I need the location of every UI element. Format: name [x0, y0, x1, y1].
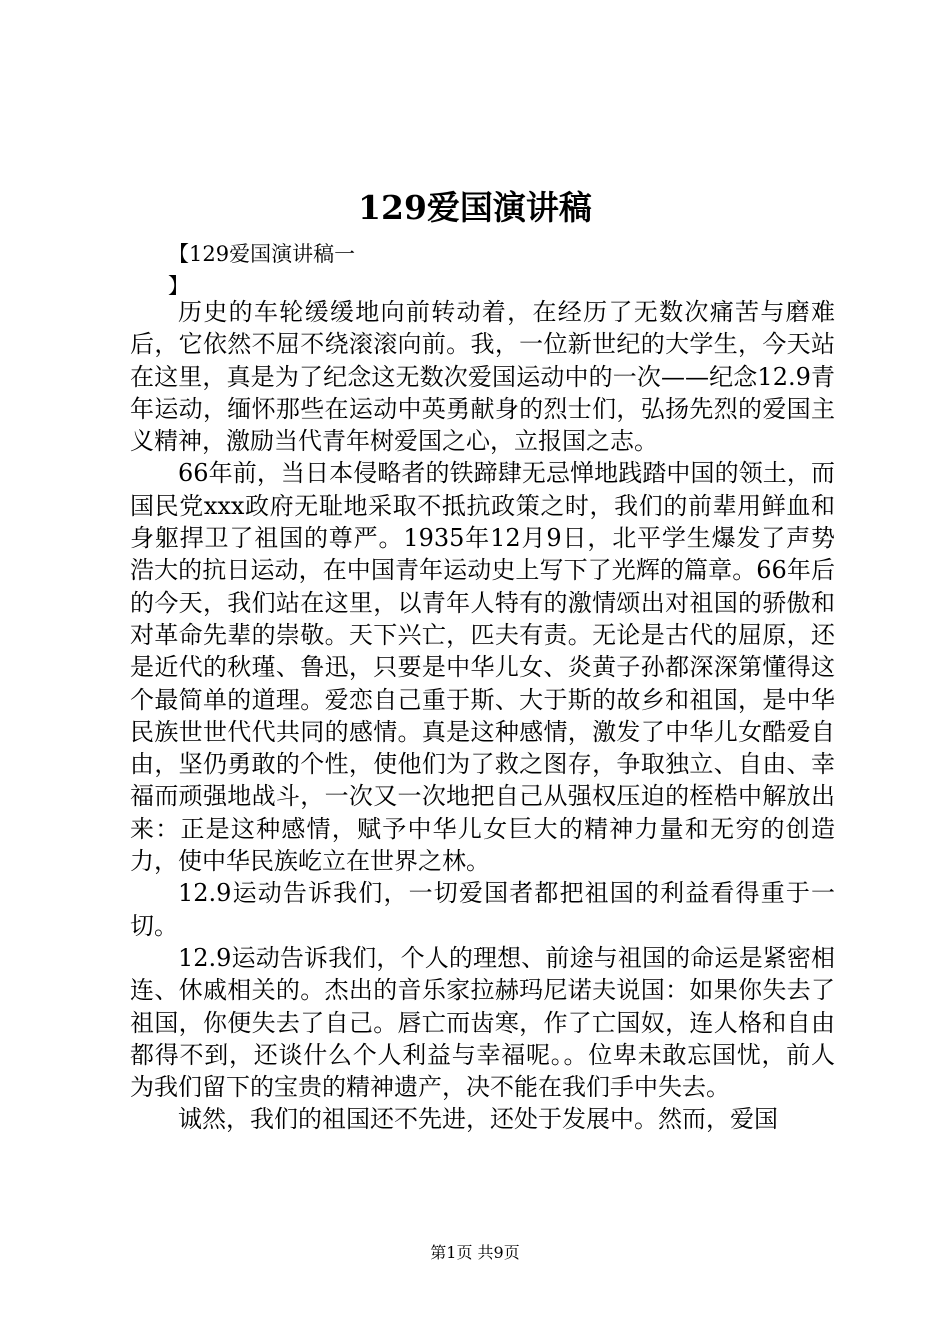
paragraph: 诚然，我们的祖国还不先进，还处于发展中。然而，爱国	[178, 1105, 778, 1134]
paragraph: 12.9运动告诉我们，个人的理想、前途与祖国的命运是紧密相连、休戚相关的。杰出的音乐家拉赫玛尼诺夫说国：如果你失去了祖国，你便失去了自己。唇亡而齿寒，作了亡国奴，连人格和自由都得不到，还谈什么个人利益与幸福呢。。位卑未敢忘国忧，前人为我们留下的宝贵的精神遗产，决不能在我们手中失去。	[130, 943, 835, 1102]
document-body	[130, 296, 835, 1136]
document-title: 129爱国演讲稿	[358, 188, 592, 227]
paragraph: 历史的车轮缓缓地向前转动着，在经历了无数次痛苦与磨难后，它依然不屈不绕滚滚向前。我，一位新世纪的大学生，今天站在这里，真是为了纪念这无数次爱国运动中的一次——纪念12.9青年运动，缅怀那些在运动中英勇献身的烈士们，弘扬先烈的爱国主义精神，激励当代青年树爱国之心，立报国之志。	[130, 298, 835, 456]
subheading-line-1: 【129爱国演讲稿一	[168, 242, 356, 266]
document-subheading	[168, 238, 468, 302]
paragraph: 12.9运动告诉我们，一切爱国者都把祖国的利益看得重于一切。	[130, 879, 835, 940]
paragraph: 66年前，当日本侵略者的铁蹄肆无忌惮地践踏中国的领土，而国民党xxx政府无耻地采取不抵抗政策之时，我们的前辈用鲜血和身躯捍卫了祖国的尊严。1935年12月9日，北平学生爆发了声势浩大的抗日运动，在中国青年运动史上写下了光辉的篇章。66年后的今天，我们站在这里，以青年人特有的激情颂出对祖国的骄傲和对革命先辈的崇敬。天下兴亡，匹夫有责。无论是古代的屈原，还是近代的秋瑾、鲁迅，只要是中华儿女、炎黄子孙都深深第懂得这个最简单的道理。爱恋自己重于斯、大于斯的故乡和祖国，是中华民族世世代代共同的感情。真是这种感情，激发了中华儿女酷爱自由，坚仍勇敢的个性，使他们为了救之图存，争取独立、自由、幸福而顽强地战斗，一次又一次地把自己从强权压迫的桎梏中解放出来：正是这种感情，赋予中华儿女巨大的精神力量和无穷的创造力，使中华民族屹立在世界之林。	[130, 459, 835, 876]
subheading-line-2: 】	[168, 274, 189, 298]
page-footer: 第1页 共9页	[430, 1243, 520, 1262]
